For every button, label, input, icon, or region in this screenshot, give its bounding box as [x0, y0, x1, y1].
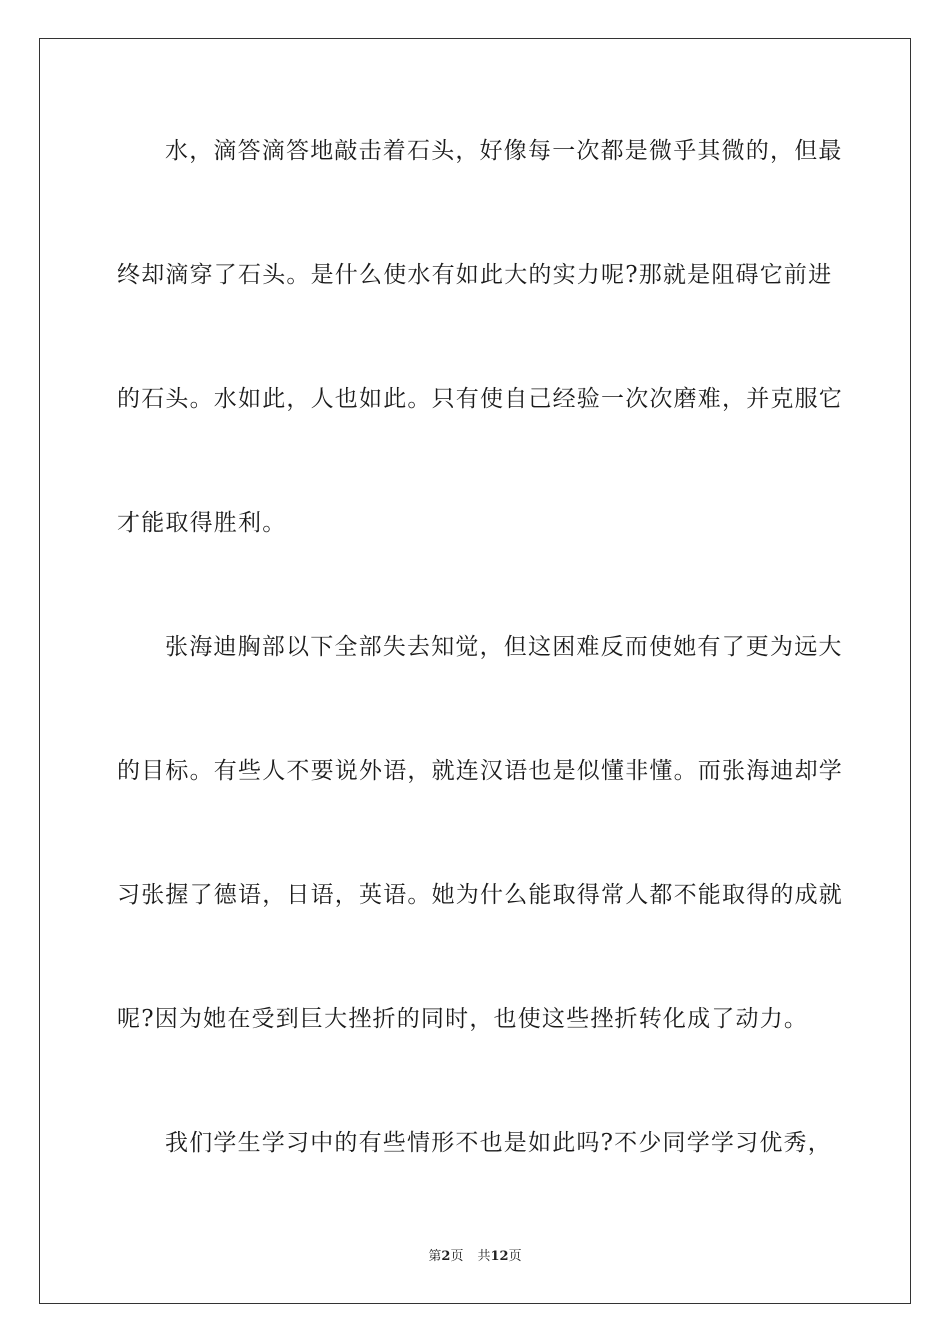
paragraph-2-line-2: 的目标。有些人不要说外语，就连汉语也是似懂非懂。而张海迪却学 [117, 758, 843, 784]
page-suffix: 页 [450, 1249, 464, 1264]
paragraph-2-line-1: 张海迪胸部以下全部失去知觉，但这困难反而使她有了更为远大 [165, 634, 843, 660]
total-prefix: 共 [477, 1249, 491, 1264]
paragraph-3-line-1: 我们学生学习中的有些情形不也是如此吗?不少同学学习优秀， [165, 1130, 832, 1156]
paragraph-1-line-3: 的石头。水如此，人也如此。只有使自己经验一次次磨难，并克服它 [117, 386, 843, 412]
page-number: 2 [441, 1249, 451, 1264]
total-suffix: 页 [508, 1249, 522, 1264]
paragraph-2-line-3: 习张握了德语，日语，英语。她为什么能取得常人都不能取得的成就 [117, 882, 843, 908]
paragraph-1-line-1: 水，滴答滴答地敲击着石头，好像每一次都是微乎其微的，但最 [165, 138, 843, 164]
total-pages: 12 [490, 1249, 509, 1264]
page-border [39, 38, 911, 1304]
paragraph-1-line-4: 才能取得胜利。 [117, 510, 287, 536]
page-prefix: 第 [428, 1249, 442, 1264]
page-footer [0, 1248, 950, 1266]
paragraph-2-line-4: 呢?因为她在受到巨大挫折的同时，也使这些挫折转化成了动力。 [117, 1006, 809, 1032]
paragraph-1-line-2: 终却滴穿了石头。是什么使水有如此大的实力呢?那就是阻碍它前进 [117, 262, 833, 288]
